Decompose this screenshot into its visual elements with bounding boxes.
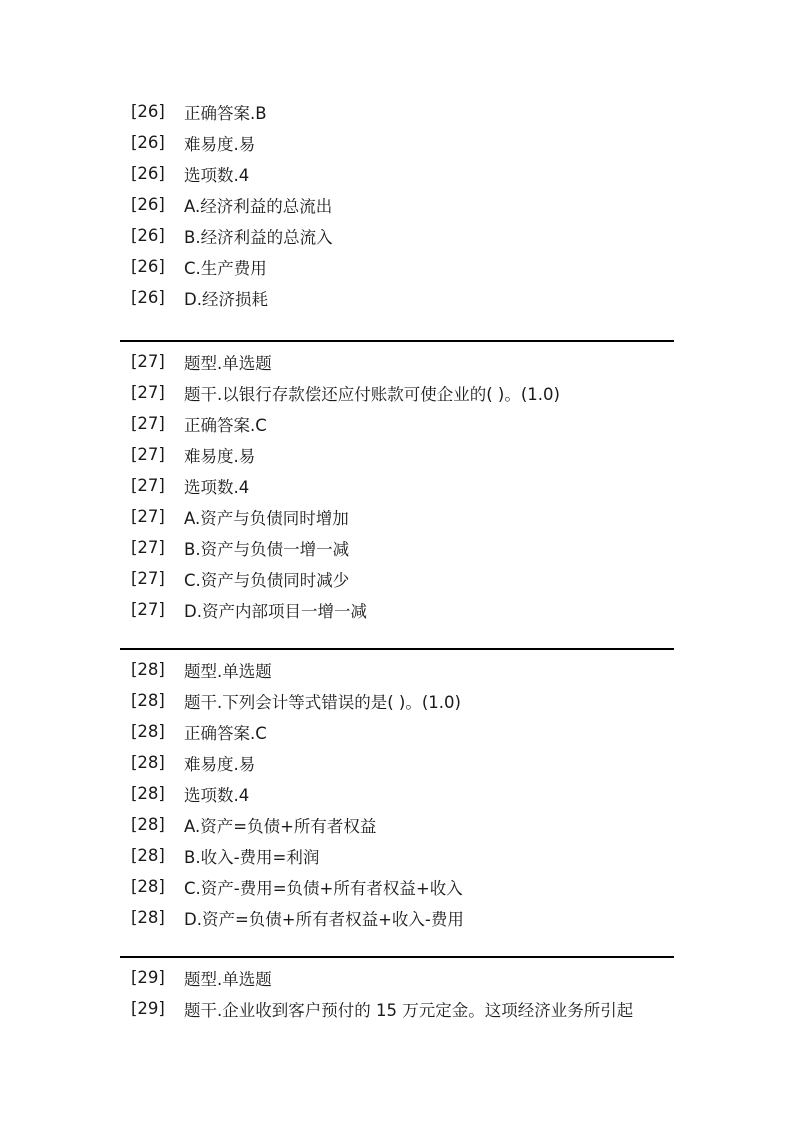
question-number: [26] [131, 102, 165, 121]
question-line [120, 716, 674, 747]
question-field-text: 难易度.易 [184, 446, 256, 466]
option-text: C.资产-费用=负债+所有者权益+收入 [184, 878, 463, 898]
question-line [120, 962, 674, 993]
question-number: [28] [131, 753, 165, 772]
question-number: [28] [131, 722, 165, 741]
question-line [120, 158, 674, 189]
option-text: A.资产与负债同时增加 [184, 508, 349, 528]
option-text: C.资产与负债同时减少 [184, 570, 350, 590]
option-line [120, 871, 674, 902]
question-number: [27] [131, 352, 165, 371]
question-line [120, 346, 674, 377]
separator-rule [120, 340, 674, 342]
question-line [120, 408, 674, 439]
option-line [120, 809, 674, 840]
question-number: [26] [131, 257, 165, 276]
option-line [120, 902, 674, 933]
option-line [120, 282, 674, 313]
option-text: B.资产与负债一增一减 [184, 539, 350, 559]
option-text: C.生产费用 [184, 258, 267, 278]
question-field-text: 选项数.4 [184, 165, 250, 185]
option-text: D.资产=负债+所有者权益+收入-费用 [184, 909, 464, 929]
option-line [120, 189, 674, 220]
question-number: [27] [131, 600, 165, 619]
question-field-text: 题干.企业收到客户预付的 15 万元定金。这项经济业务所引起 [184, 1000, 634, 1020]
question-block-28 [120, 648, 674, 933]
question-field-text: 正确答案.B [184, 103, 267, 123]
question-line [120, 127, 674, 158]
question-block-29 [120, 956, 674, 1024]
question-number: [28] [131, 784, 165, 803]
question-field-text: 正确答案.C [184, 723, 267, 743]
option-line [120, 220, 674, 251]
option-line [120, 251, 674, 282]
question-number: [27] [131, 383, 165, 402]
question-field-text: 题干.下列会计等式错误的是( )。(1.0) [184, 692, 461, 712]
question-field-text: 题型.单选题 [184, 661, 272, 681]
question-line [120, 470, 674, 501]
question-field-text: 题型.单选题 [184, 969, 272, 989]
question-field-text: 正确答案.C [184, 415, 267, 435]
question-line [120, 654, 674, 685]
question-number: [27] [131, 507, 165, 526]
option-line [120, 563, 674, 594]
question-number: [28] [131, 846, 165, 865]
option-text: D.经济损耗 [184, 289, 268, 309]
question-number: [28] [131, 691, 165, 710]
question-number: [26] [131, 133, 165, 152]
question-number: [29] [131, 968, 165, 987]
question-line [120, 747, 674, 778]
question-number: [27] [131, 445, 165, 464]
question-number: [27] [131, 569, 165, 588]
separator-rule [120, 648, 674, 650]
question-field-text: 选项数.4 [184, 785, 250, 805]
question-number: [26] [131, 288, 165, 307]
question-number: [29] [131, 999, 165, 1018]
option-text: D.资产内部项目一增一减 [184, 601, 367, 621]
question-line [120, 993, 674, 1024]
question-number: [28] [131, 660, 165, 679]
separator-rule [120, 956, 674, 958]
question-line [120, 778, 674, 809]
question-line [120, 96, 674, 127]
option-text: A.经济利益的总流出 [184, 196, 333, 216]
question-number: [26] [131, 164, 165, 183]
question-block-27 [120, 340, 674, 625]
question-number: [27] [131, 538, 165, 557]
option-line [120, 501, 674, 532]
question-line [120, 439, 674, 470]
option-text: B.收入-费用=利润 [184, 847, 320, 867]
option-line [120, 532, 674, 563]
question-number: [27] [131, 476, 165, 495]
question-number: [28] [131, 908, 165, 927]
question-field-text: 题型.单选题 [184, 353, 272, 373]
option-line [120, 594, 674, 625]
question-field-text: 难易度.易 [184, 134, 256, 154]
question-number: [28] [131, 877, 165, 896]
question-block-26 [120, 96, 674, 313]
question-field-text: 题干.以银行存款偿还应付账款可使企业的( )。(1.0) [184, 384, 560, 404]
question-line [120, 377, 674, 408]
question-number: [28] [131, 815, 165, 834]
question-line [120, 685, 674, 716]
option-text: B.经济利益的总流入 [184, 227, 333, 247]
question-field-text: 难易度.易 [184, 754, 256, 774]
option-line [120, 840, 674, 871]
question-field-text: 选项数.4 [184, 477, 250, 497]
option-text: A.资产=负债+所有者权益 [184, 816, 377, 836]
question-number: [27] [131, 414, 165, 433]
question-number: [26] [131, 195, 165, 214]
question-number: [26] [131, 226, 165, 245]
